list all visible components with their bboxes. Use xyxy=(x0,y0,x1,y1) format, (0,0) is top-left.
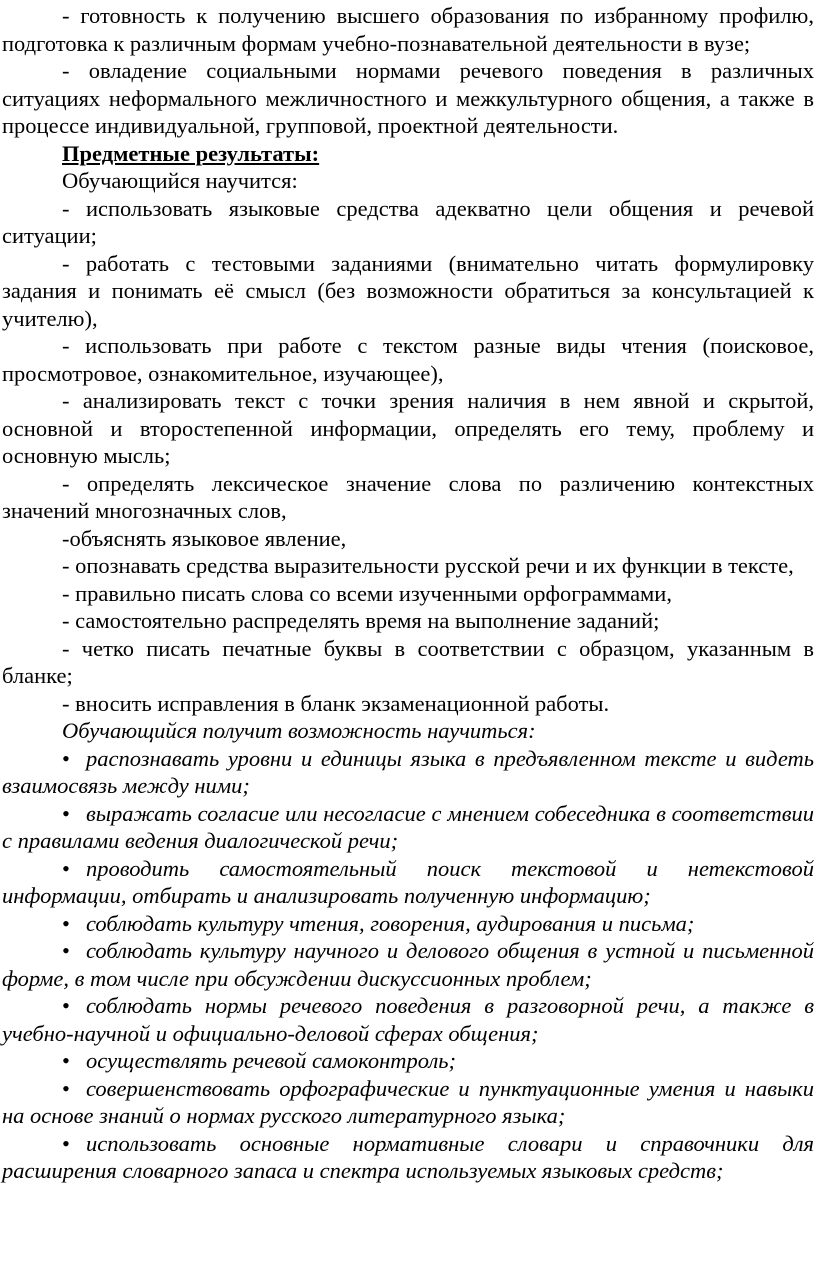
subject-item: - использовать языковые средства адекватно цели общения и речевой ситуации; xyxy=(2,195,814,248)
extended-item xyxy=(2,1130,814,1185)
section-heading: Предметные результаты: xyxy=(62,140,320,166)
extended-item xyxy=(2,937,814,992)
extended-item-text: совершенствовать орфографические и пунктуационные умения и навыки на основе знаний о нормах русского литературного языка; xyxy=(2,1075,814,1128)
extended-item xyxy=(2,745,814,800)
bullet-icon: • xyxy=(62,855,70,881)
bullet-icon: • xyxy=(62,910,70,936)
extended-item xyxy=(2,800,814,855)
extended-item-text: выражать согласие или несогласие с мнением собеседника в соответствии с правилами ведения диалогической речи; xyxy=(2,800,814,853)
subject-item: - правильно писать слова со всеми изученными орфограммами, xyxy=(62,580,672,606)
extended-item xyxy=(2,855,814,910)
bullet-icon: • xyxy=(62,1075,70,1101)
subject-intro: Обучающийся научится: xyxy=(62,168,298,193)
extended-item-text: соблюдать культуру чтения, говорения, аудирования и письма; xyxy=(86,910,695,936)
meta-paragraph: - овладение социальными нормами речевого поведения в различных ситуациях неформального межличностного и межкультурного общения, а также в процессе индивидуальной, групповой, проектной деятельности. xyxy=(2,58,814,138)
extended-intro: Обучающийся получит возможность научиться: xyxy=(62,718,536,743)
bullet-icon: • xyxy=(62,993,70,1018)
extended-item-text: осуществлять речевой самоконтроль; xyxy=(86,1048,457,1073)
extended-item-text: проводить самостоятельный поиск текстовой и нетекстовой информации, отбирать и анализировать полученную информацию; xyxy=(2,855,814,908)
subject-item: - использовать при работе с текстом разные виды чтения (поисковое, просмотровое, ознакомительное, изучающее), xyxy=(2,333,814,386)
subject-item: - анализировать текст с точки зрения наличия в нем явной и скрытой, основной и второстепенной информации, определять его тему, проблему и основную мысль; xyxy=(2,388,814,468)
subject-item: - определять лексическое значение слова по различению контекстных значений многозначных слов, xyxy=(2,470,814,523)
extended-item xyxy=(2,992,814,1047)
subject-item: - самостоятельно распределять время на выполнение заданий; xyxy=(62,608,660,633)
extended-item-text: распознавать уровни и единицы языка в предъявленном тексте и видеть взаимосвязь между ними; xyxy=(2,745,814,798)
extended-item xyxy=(2,1047,814,1075)
extended-item-text: соблюдать культуру научного и делового общения в устной и письменной форме, в том числе при обсуждении дискуссионных проблем; xyxy=(2,938,814,991)
bullet-icon: • xyxy=(62,1130,70,1156)
subject-item: - опознавать средства выразительности русской речи и их функции в тексте, xyxy=(62,553,794,578)
extended-item-text: соблюдать нормы речевого поведения в разговорной речи, а также в учебно-научной и официально-деловой сферах общения; xyxy=(2,993,814,1046)
extended-item xyxy=(2,1075,814,1130)
extended-item-text: использовать основные нормативные словари и справочники для расширения словарного запаса и спектра используемых языковых средств; xyxy=(2,1130,814,1183)
meta-paragraph: - готовность к получению высшего образования по избранному профилю, подготовка к различным формам учебно-познавательной деятельности в вузе; xyxy=(2,3,814,56)
subject-item: - вносить исправления в бланк экзаменационной работы. xyxy=(62,690,610,716)
extended-item xyxy=(2,910,814,938)
subject-item: - работать с тестовыми заданиями (внимательно читать формулировку задания и понимать её смысл (без возможности обратиться за консультацией к учителю), xyxy=(2,250,814,331)
bullet-icon: • xyxy=(62,800,70,826)
section-heading-wrapper xyxy=(2,140,814,168)
subject-item: -объяснять языковое явление, xyxy=(62,525,347,551)
subject-item: - четко писать печатные буквы в соответствии с образцом, указанным в бланке; xyxy=(2,635,814,688)
bullet-icon: • xyxy=(62,938,70,963)
bullet-icon: • xyxy=(62,1048,70,1073)
bullet-icon: • xyxy=(62,745,70,771)
